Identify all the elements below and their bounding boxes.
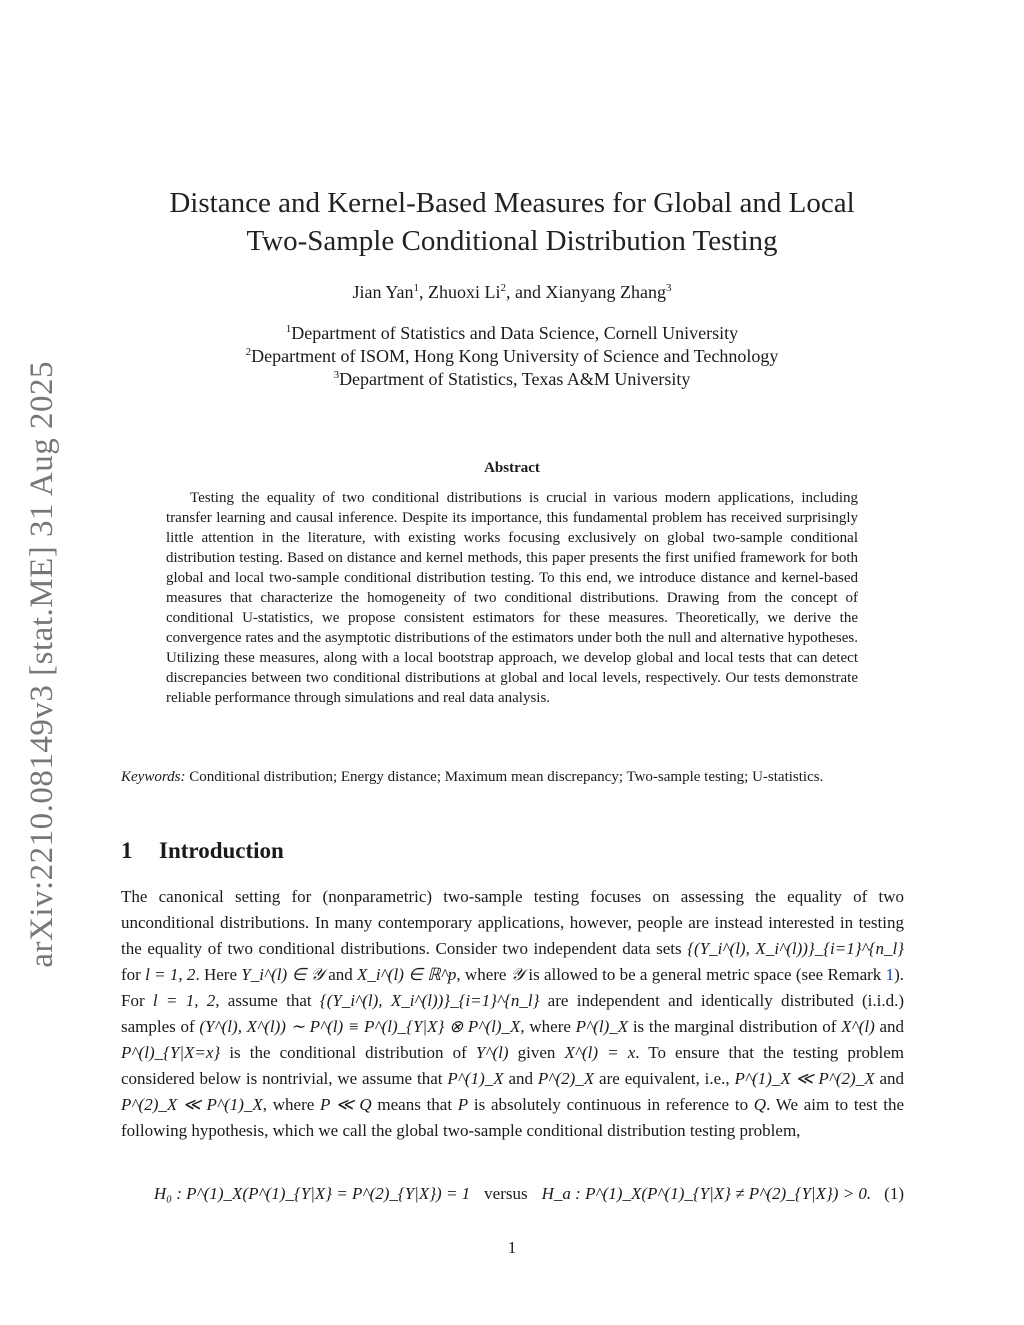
math-inline: P^(1)_X ≪ P^(2)_X (734, 1069, 875, 1088)
section-heading-introduction (121, 838, 284, 864)
affiliation-3-text: Department of Statistics, Texas A&M University (339, 369, 691, 389)
text-run: given (508, 1043, 565, 1062)
author-1-affil: 1 (413, 282, 420, 294)
text-run: , where (520, 1017, 576, 1036)
math-inline: X^(l) = x (564, 1043, 636, 1062)
arxiv-identifier: arXiv:2210.08149v3 [stat.ME] 31 Aug 2025 (23, 360, 60, 968)
text-run: and (874, 1069, 905, 1088)
affiliation-2-mark: 2 (245, 346, 252, 358)
affiliation-3 (120, 369, 904, 390)
text-run: . We aim to test the following hypothesis, which we call the global two-sample conditional distribution testing problem, (121, 1095, 905, 1140)
math-inline: P ≪ Q (320, 1095, 372, 1114)
math-inline: {(Y_i^(l), X_i^(l))}_{i=1}^{n_l} (687, 939, 904, 958)
math-inline: Q (753, 1095, 767, 1114)
math-inline: Y_i^(l) ∈ 𝒴 (241, 965, 324, 984)
affiliation-1-mark: 1 (285, 323, 292, 335)
math-inline: l = 1, 2 (152, 991, 216, 1010)
math-inline: (Y^(l), X^(l)) ∼ P^(l) ≡ P^(l)_{Y|X} ⊗ P^(l)_X (199, 1017, 521, 1036)
equation-body (121, 1184, 904, 1204)
abstract-heading: Abstract (484, 460, 540, 476)
author-list (120, 282, 904, 303)
null-hypothesis: H₀ : P^(1)_X(P^(1)_{Y|X} = P^(2)_{Y|X}) = 1 (153, 1184, 471, 1203)
author-3-affil: 3 (665, 282, 672, 294)
remark-link[interactable]: 1 (885, 965, 895, 984)
text-run: is the marginal distribution of (628, 1017, 842, 1036)
math-inline: X^(l) (841, 1017, 875, 1036)
text-run: , where (456, 965, 511, 984)
text-run: . Here (195, 965, 242, 984)
math-inline: X_i^(l) ∈ ℝ^p (357, 965, 457, 984)
text-run: and (323, 965, 358, 984)
text-run: ). For (121, 965, 905, 1010)
abstract-text: Testing the equality of two conditional distributions is crucial in various modern applications, including transfer learning and causal inference. Despite its importance, this fundamental problem has received surprisingly little attention in the literature, with existing works focusing exclusively on global two-sample conditional distribution testing. Based on distance and kernel methods, this paper presents the first unified framework for both global and local two-sample conditional distribution testing. To this end, we introduce distance and kernel-based measures that characterize the homogeneity of two conditional distributions. Drawing from the concept of conditional U-statistics, we propose consistent estimators for these measures. Theoretically, we derive the convergence rates and the asymptotic distributions of the estimators under both the null and alternative hypotheses. Utilizing these measures, along with a local bootstrap approach, we develop global and local tests that can detect discrepancies between two conditional distributions at global and local levels, respectively. Our tests demonstrate reliable performance through simulations and real data analysis. (166, 490, 858, 706)
text-run: for (121, 965, 146, 984)
text-run: . To ensure that the testing problem considered below is nontrivial, we assume that (121, 1043, 904, 1088)
math-inline: {(Y_i^(l), X_i^(l))}_{i=1}^{n_l} (319, 991, 540, 1010)
keywords-label: Keywords: (121, 769, 186, 785)
text-run: are independent and identically distributed (i.i.d.) samples of (121, 991, 905, 1036)
affiliation-1-text: Department of Statistics and Data Science, Cornell University (291, 323, 739, 343)
math-inline: P (457, 1095, 469, 1114)
keywords (121, 766, 904, 789)
affiliation-2-text: Department of ISOM, Hong Kong University of Science and Technology (251, 346, 779, 366)
text-run: means that (371, 1095, 458, 1114)
paper-title (120, 184, 904, 260)
text-run: is allowed to be a general metric space (see Remark (524, 965, 886, 984)
text-run: , assume that (215, 991, 320, 1010)
math-inline: l = 1, 2 (145, 965, 196, 984)
title-line-2: Two-Sample Conditional Distribution Testing (246, 225, 778, 257)
text-run: is the conditional distribution of (220, 1043, 476, 1062)
math-inline: P^(2)_X (537, 1069, 595, 1088)
author-2-affil: 2 (500, 282, 507, 294)
math-inline: 𝒴 (510, 965, 525, 984)
text-run: and (874, 1017, 905, 1036)
affiliation-2 (120, 346, 904, 367)
math-inline: Y^(l) (475, 1043, 509, 1062)
math-inline: P^(l)_{Y|X=x} (121, 1043, 221, 1062)
math-inline: P^(1)_X (447, 1069, 504, 1088)
text-run: and (503, 1069, 538, 1088)
author-1: Jian Yan (352, 282, 414, 302)
alternative-hypothesis: H_a : P^(1)_X(P^(1)_{Y|X} ≠ P^(2)_{Y|X}) > 0. (541, 1184, 872, 1203)
versus-label: versus (484, 1184, 528, 1203)
keywords-text: Conditional distribution; Energy distance; Maximum mean discrepancy; Two-sample testing; U-statistics. (189, 769, 824, 785)
text-run: is absolutely continuous in reference to (468, 1095, 754, 1114)
author-2: , Zhuoxi Li (419, 282, 501, 302)
math-inline: P^(2)_X ≪ P^(1)_X (121, 1095, 263, 1114)
section-title: Introduction (159, 838, 284, 863)
text-run: , where (262, 1095, 321, 1114)
equation-1 (121, 1184, 904, 1214)
affiliation-1 (120, 323, 904, 344)
equation-number: (1) (884, 1184, 904, 1203)
page-number: 1 (507, 1238, 517, 1257)
affiliation-3-mark: 3 (333, 369, 340, 381)
text-run: are equivalent, i.e., (594, 1069, 735, 1088)
author-3: , and Xianyang Zhang (506, 282, 666, 302)
introduction-paragraph (121, 884, 904, 1144)
math-inline: P^(l)_X (575, 1017, 629, 1036)
text-run: The canonical setting for (nonparametric) two-sample testing focuses on assessing the equality of two unconditional distributions. In many contemporary applications, however, people are instead interested in testing the equality of two conditional distributions. Consider two independent data sets (121, 887, 904, 958)
arxiv-sidebar-stamp (18, 358, 66, 970)
title-line-1: Distance and Kernel-Based Measures for Global and Local (169, 187, 855, 219)
section-number: 1 (121, 838, 133, 863)
